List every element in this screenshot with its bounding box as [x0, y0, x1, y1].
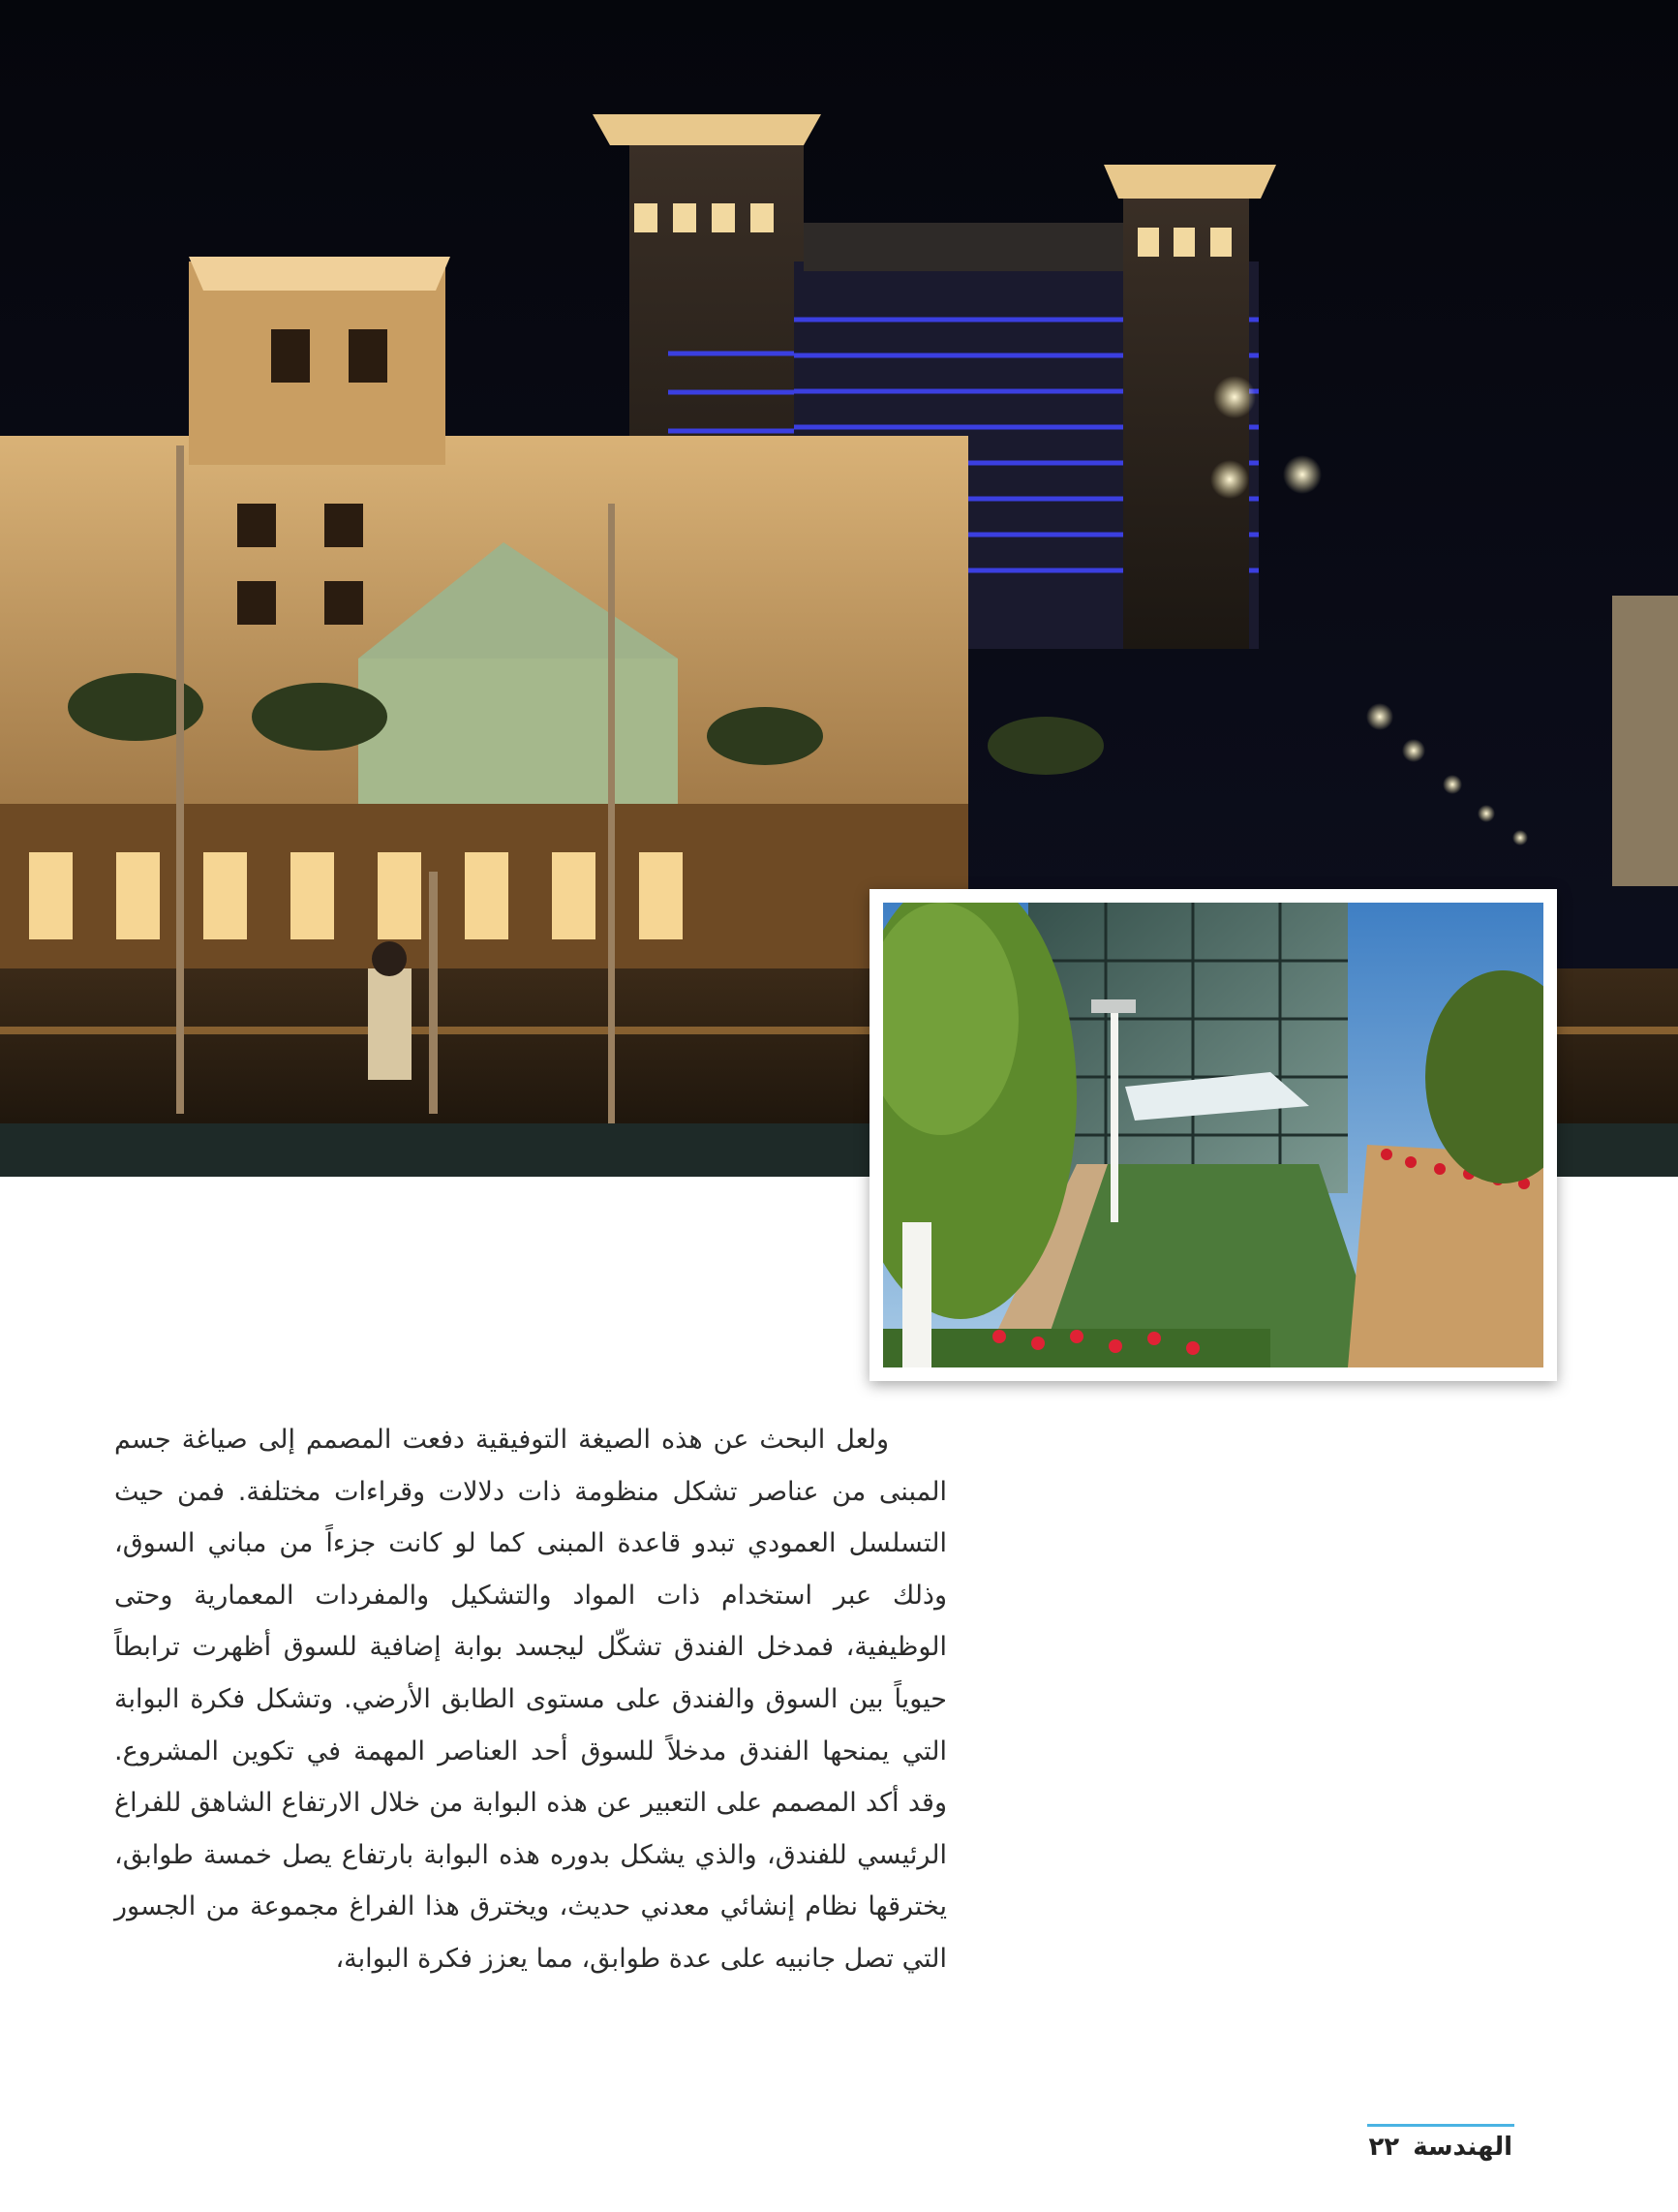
inset-garden-photo: [883, 903, 1543, 1367]
inset-photo-frame: [870, 889, 1557, 1381]
page-number: ٢٢: [1368, 2133, 1400, 2162]
footer-rule: [1367, 2124, 1514, 2127]
inset-garden-illustration: [883, 903, 1543, 1367]
article-paragraph: ولعل البحث عن هذه الصيغة التوفيقية دفعت المصمم إلى صياغة جسم المبنى من عناصر تشكل منظومة ذات دلالات وقراءات مختلفة. فمن حيث التسلسل العمودي تبدو قاعدة المبنى كما لو كانت جزءاً من مباني السوق، وذلك عبر استخدام ذات المواد والتشكيل والمفردات المعمارية وحتى الوظيفية، فمدخل الفندق تشكّل ليجسد بوابة إضافية للسوق أظهرت ترابطاً حيوياً بين السوق والفندق على مستوى الطابق الأرضي. وتشكل فكرة البوابة التي يمنحها الفندق مدخلاً للسوق أحد العناصر المهمة في تكوين المشروع. وقد أكد المصمم على التعبير عن هذه البوابة من خلال الارتفاع الشاهق للفراغ الرئيسي للفندق، والذي يشكل بدوره هذه البوابة بارتفاع يصل خمسة طوابق، يخترقها نظام إنشائي معدني حديث، ويخترق هذا الفراغ مجموعة من الجسور التي تصل جانبيه على عدة طوابق، مما يعزز فكرة البوابة،: [114, 1425, 947, 1974]
page-footer: [1367, 2133, 1512, 2162]
magazine-name: الهندسة: [1413, 2133, 1512, 2162]
article-body: [114, 1414, 947, 1985]
